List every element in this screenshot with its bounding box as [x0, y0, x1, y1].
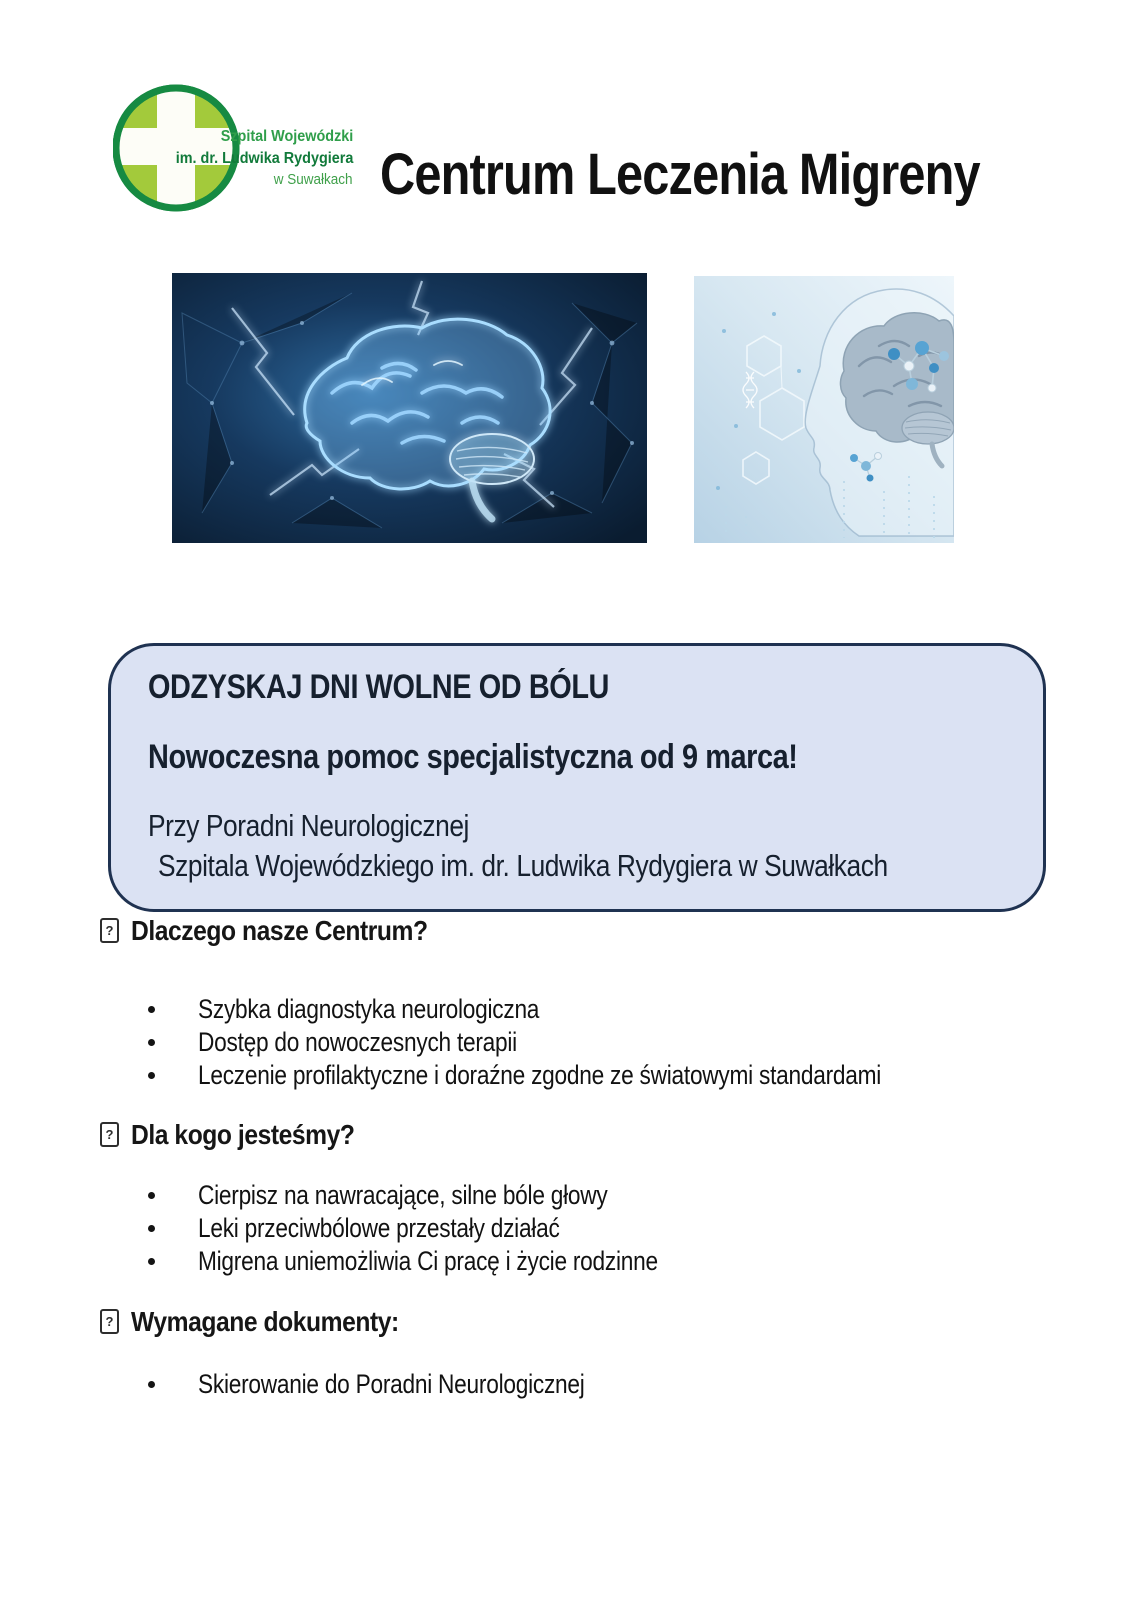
- list-item: Leczenie profilaktyczne i doraźne zgodne ze światowymi standardami: [100, 1059, 1090, 1092]
- section-title: ? Dlaczego nasze Centrum?: [100, 914, 1090, 947]
- missing-glyph-icon: ?: [100, 1122, 119, 1147]
- bullet-dot: [148, 1006, 155, 1013]
- logo-text-line1: Szpital Wojewódzki: [220, 128, 353, 145]
- page-title: Centrum Leczenia Migreny: [380, 142, 980, 207]
- banner-subheadline: Nowoczesna pomoc specjalistyczna od 9 marca!: [148, 738, 798, 776]
- bullet-list: [100, 1179, 1090, 1278]
- missing-glyph-icon: ?: [100, 1309, 119, 1334]
- section-title: ? Dla kogo jesteśmy?: [100, 1118, 1090, 1151]
- section-who-we-serve: [100, 1118, 1090, 1278]
- bullet-dot: [148, 1258, 155, 1265]
- banner-headline: ODZYSKAJ DNI WOLNE OD BÓLU: [148, 668, 609, 706]
- section-why-our-center: [100, 914, 1090, 1092]
- bullet-list: [100, 993, 1090, 1092]
- section-title: ? Wymagane dokumenty:: [100, 1305, 1090, 1338]
- bullet-list: [100, 1368, 1090, 1401]
- bullet-dot: [148, 1072, 155, 1079]
- missing-glyph-icon: ?: [100, 918, 119, 943]
- banner-location-line1: Przy Poradni Neurologicznej: [148, 808, 469, 843]
- glowing-brain-image: [172, 273, 647, 543]
- bullet-dot: [148, 1192, 155, 1199]
- hospital-logo: [113, 84, 383, 216]
- bullet-dot: [148, 1381, 155, 1388]
- section-required-documents: [100, 1305, 1090, 1401]
- list-item: Szybka diagnostyka neurologiczna: [100, 993, 1090, 1026]
- bullet-dot: [148, 1225, 155, 1232]
- bullet-dot: [148, 1039, 155, 1046]
- head-profile-brain-image: [694, 276, 954, 543]
- banner-location-line2: Szpitala Wojewódzkiego im. dr. Ludwika Rydygiera w Suwałkach: [158, 848, 888, 883]
- list-item: Cierpisz na nawracające, silne bóle głowy: [100, 1179, 1090, 1212]
- hospital-logo-text: [131, 126, 353, 190]
- list-item: Skierowanie do Poradni Neurologicznej: [100, 1368, 1090, 1401]
- logo-text-line3: w Suwałkach: [274, 171, 353, 188]
- info-sections: [100, 914, 1090, 1401]
- list-item: Migrena uniemożliwia Ci pracę i życie rodzinne: [100, 1245, 1090, 1278]
- logo-text-line2: im. dr. Ludwika Rydygiera: [175, 150, 353, 167]
- list-item: Dostęp do nowoczesnych terapii: [100, 1026, 1090, 1059]
- promo-banner: [108, 643, 1046, 912]
- list-item: Leki przeciwbólowe przestały działać: [100, 1212, 1090, 1245]
